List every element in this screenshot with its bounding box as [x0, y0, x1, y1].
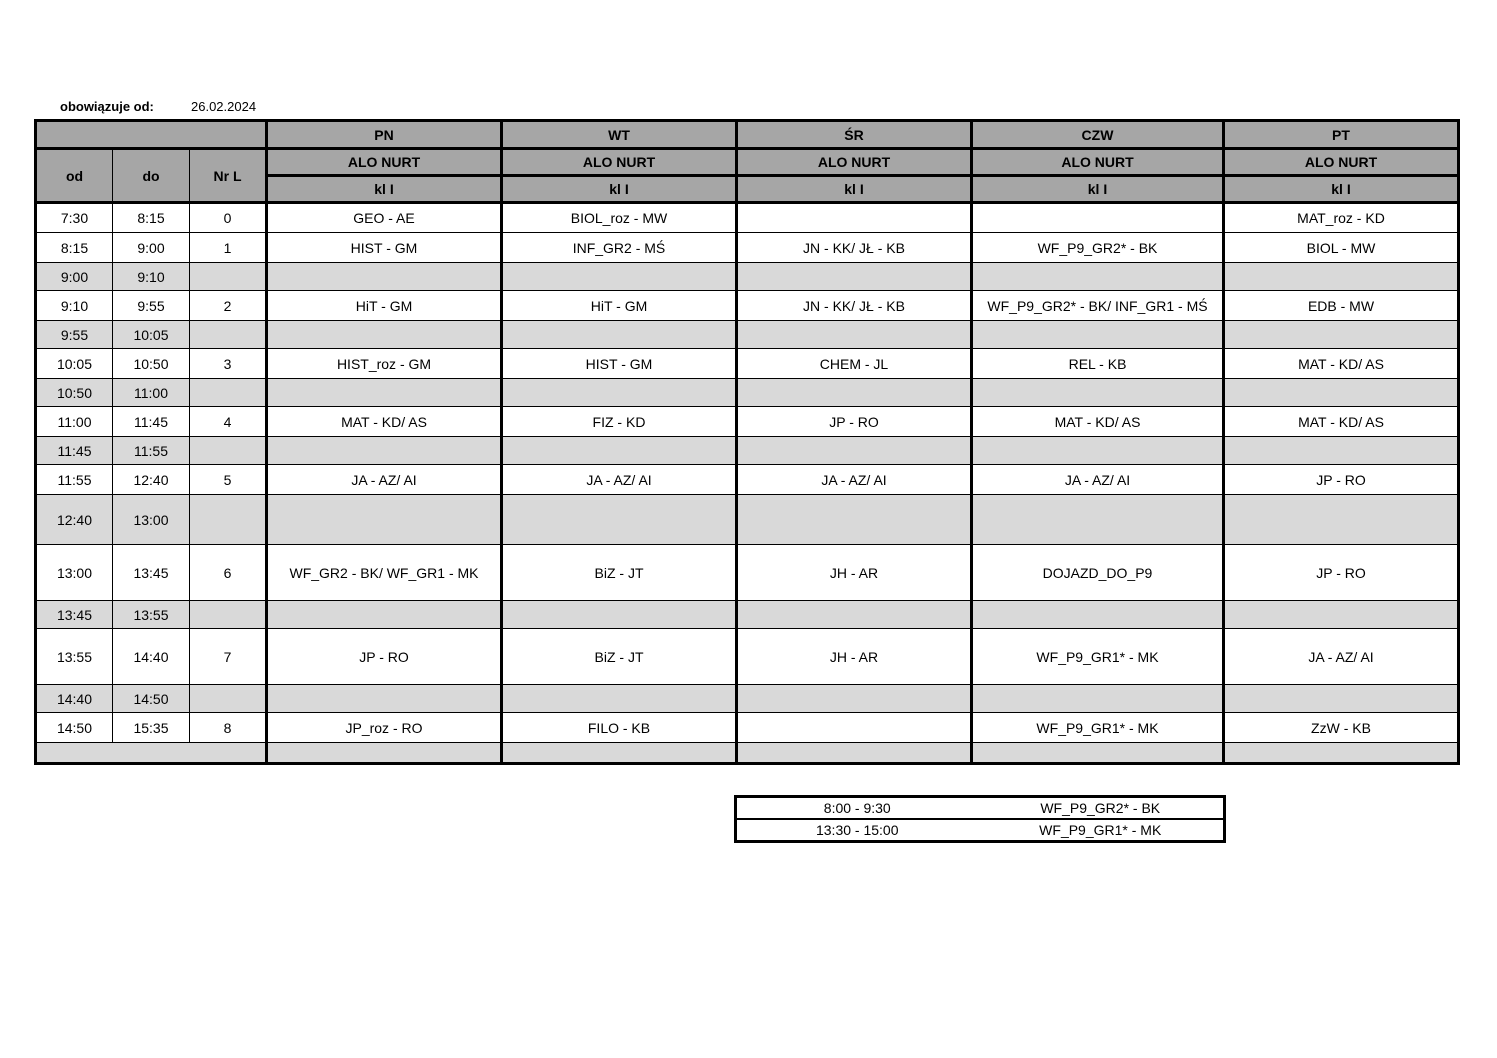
lesson-cell: BIOL_roz - MW: [502, 203, 737, 233]
lesson-cell: [972, 685, 1224, 713]
time-end: 9:00: [113, 233, 190, 263]
class-header: kl I: [972, 176, 1224, 203]
group-header: ALO NURT: [502, 149, 737, 176]
day-header: CZW: [972, 121, 1224, 149]
lesson-cell: [502, 601, 737, 629]
lesson-cell: FIZ - KD: [502, 407, 737, 437]
lesson-cell: JA - AZ/ AI: [737, 465, 972, 495]
class-header: kl I: [1224, 176, 1459, 203]
lesson-number: 5: [190, 465, 267, 495]
time-start: 13:55: [36, 629, 113, 685]
extra-row: [736, 797, 1225, 820]
footer-cell: [1224, 743, 1459, 764]
lesson-cell: [737, 263, 972, 291]
lesson-cell: [737, 379, 972, 407]
lesson-cell: JP - RO: [1224, 545, 1459, 601]
lesson-cell: MAT - KD/ AS: [972, 407, 1224, 437]
lesson-number: [190, 321, 267, 349]
time-end: 13:00: [113, 495, 190, 545]
lesson-cell: ZzW - KB: [1224, 713, 1459, 743]
lesson-cell: JP_roz - RO: [267, 713, 502, 743]
lesson-cell: MAT_roz - KD: [1224, 203, 1459, 233]
lesson-number: 6: [190, 545, 267, 601]
lesson-cell: CHEM - JL: [737, 349, 972, 379]
lesson-cell: GEO - AE: [267, 203, 502, 233]
time-end: 13:45: [113, 545, 190, 601]
extra-time: 8:00 - 9:30: [736, 797, 978, 820]
lesson-cell: BiZ - JT: [502, 545, 737, 601]
lesson-cell: WF_P9_GR1* - MK: [972, 713, 1224, 743]
lesson-cell: JA - AZ/ AI: [267, 465, 502, 495]
lesson-cell: [737, 437, 972, 465]
time-end: 14:50: [113, 685, 190, 713]
lesson-cell: JP - RO: [1224, 465, 1459, 495]
time-start: 10:05: [36, 349, 113, 379]
lesson-cell: [737, 685, 972, 713]
lesson-cell: [1224, 685, 1459, 713]
time-end: 14:40: [113, 629, 190, 685]
footer-row: [36, 743, 1459, 764]
lesson-number: 3: [190, 349, 267, 379]
lesson-cell: HIST - GM: [502, 349, 737, 379]
day-header: PT: [1224, 121, 1459, 149]
break-row: [36, 685, 1459, 713]
time-start: 10:50: [36, 379, 113, 407]
lesson-cell: [1224, 263, 1459, 291]
lesson-cell: HiT - GM: [267, 291, 502, 321]
lesson-cell: [737, 495, 972, 545]
day-header-row: [36, 121, 1459, 149]
lesson-cell: HIST_roz - GM: [267, 349, 502, 379]
lesson-cell: WF_P9_GR2* - BK: [972, 233, 1224, 263]
lesson-cell: [737, 713, 972, 743]
lesson-number: 4: [190, 407, 267, 437]
lesson-cell: [502, 379, 737, 407]
lesson-cell: BiZ - JT: [502, 629, 737, 685]
time-end: 9:55: [113, 291, 190, 321]
time-end: 11:55: [113, 437, 190, 465]
lesson-number: 1: [190, 233, 267, 263]
time-end: 11:00: [113, 379, 190, 407]
lesson-cell: [972, 203, 1224, 233]
lesson-cell: WF_GR2 - BK/ WF_GR1 - MK: [267, 545, 502, 601]
effective-date: [60, 99, 256, 114]
lesson-cell: JA - AZ/ AI: [1224, 629, 1459, 685]
time-start: 13:45: [36, 601, 113, 629]
lesson-cell: HiT - GM: [502, 291, 737, 321]
lesson-number: [190, 263, 267, 291]
lesson-cell: [1224, 495, 1459, 545]
class-header: kl I: [737, 176, 972, 203]
group-header: ALO NURT: [972, 149, 1224, 176]
lesson-number: [190, 437, 267, 465]
day-header: ŚR: [737, 121, 972, 149]
time-start: 9:10: [36, 291, 113, 321]
col-nr-header: Nr L: [190, 149, 267, 203]
lesson-cell: [972, 437, 1224, 465]
lesson-cell: [267, 685, 502, 713]
lesson-cell: [972, 601, 1224, 629]
lesson-cell: [267, 379, 502, 407]
effective-label: obowiązuje od:: [60, 99, 154, 114]
lesson-cell: HIST - GM: [267, 233, 502, 263]
lesson-cell: EDB - MW: [1224, 291, 1459, 321]
lesson-number: 0: [190, 203, 267, 233]
footer-cell: [267, 743, 502, 764]
lesson-cell: [1224, 321, 1459, 349]
lesson-cell: [737, 601, 972, 629]
day-header: PN: [267, 121, 502, 149]
time-end: 10:05: [113, 321, 190, 349]
time-end: 12:40: [113, 465, 190, 495]
extra-lesson: WF_P9_GR1* - MK: [978, 819, 1225, 842]
lesson-row: [36, 233, 1459, 263]
break-row: [36, 437, 1459, 465]
lesson-cell: INF_GR2 - MŚ: [502, 233, 737, 263]
lesson-cell: JN - KK/ JŁ - KB: [737, 233, 972, 263]
lesson-row: [36, 465, 1459, 495]
lesson-cell: JA - AZ/ AI: [972, 465, 1224, 495]
lesson-number: [190, 601, 267, 629]
time-start: 7:30: [36, 203, 113, 233]
time-start: 11:00: [36, 407, 113, 437]
lesson-row: [36, 629, 1459, 685]
time-end: 13:55: [113, 601, 190, 629]
lesson-cell: [502, 685, 737, 713]
lesson-cell: JA - AZ/ AI: [502, 465, 737, 495]
lesson-cell: [267, 495, 502, 545]
lesson-cell: [972, 379, 1224, 407]
lesson-cell: DOJAZD_DO_P9: [972, 545, 1224, 601]
class-header: kl I: [502, 176, 737, 203]
footer-cell: [972, 743, 1224, 764]
lesson-row: [36, 203, 1459, 233]
lesson-cell: [267, 601, 502, 629]
lesson-number: 7: [190, 629, 267, 685]
footer-cell: [502, 743, 737, 764]
lesson-cell: [1224, 601, 1459, 629]
day-header: WT: [502, 121, 737, 149]
schedule-table: [34, 119, 1460, 765]
group-header: ALO NURT: [267, 149, 502, 176]
lesson-cell: [972, 495, 1224, 545]
break-row: [36, 379, 1459, 407]
time-end: 15:35: [113, 713, 190, 743]
lesson-number: [190, 379, 267, 407]
lesson-cell: [502, 263, 737, 291]
extra-schedule-table: [734, 795, 1226, 843]
lesson-row: [36, 291, 1459, 321]
lesson-cell: [267, 321, 502, 349]
time-start: 11:45: [36, 437, 113, 465]
lesson-cell: WF_P9_GR1* - MK: [972, 629, 1224, 685]
time-start: 14:50: [36, 713, 113, 743]
lesson-cell: JP - RO: [737, 407, 972, 437]
lesson-row: [36, 407, 1459, 437]
lesson-cell: MAT - KD/ AS: [1224, 349, 1459, 379]
lesson-cell: [972, 321, 1224, 349]
break-row: [36, 263, 1459, 291]
effective-date-value: 26.02.2024: [191, 99, 257, 114]
lesson-number: [190, 685, 267, 713]
break-row: [36, 601, 1459, 629]
time-start: 8:15: [36, 233, 113, 263]
col-od-header: od: [36, 149, 113, 203]
time-end: 11:45: [113, 407, 190, 437]
lesson-cell: [502, 437, 737, 465]
lesson-cell: JP - RO: [267, 629, 502, 685]
time-start: 11:55: [36, 465, 113, 495]
lesson-cell: [737, 321, 972, 349]
extra-row: [736, 819, 1225, 842]
lesson-cell: FILO - KB: [502, 713, 737, 743]
time-end: 9:10: [113, 263, 190, 291]
lesson-cell: [737, 203, 972, 233]
corner-cell: [36, 121, 267, 149]
lesson-cell: MAT - KD/ AS: [267, 407, 502, 437]
time-start: 9:00: [36, 263, 113, 291]
time-start: 14:40: [36, 685, 113, 713]
lesson-cell: [972, 263, 1224, 291]
lesson-number: [190, 495, 267, 545]
lesson-number: 8: [190, 713, 267, 743]
lesson-cell: [1224, 437, 1459, 465]
lesson-cell: [267, 263, 502, 291]
class-header: kl I: [267, 176, 502, 203]
extra-time: 13:30 - 15:00: [736, 819, 978, 842]
lesson-number: 2: [190, 291, 267, 321]
lesson-cell: REL - KB: [972, 349, 1224, 379]
lesson-cell: [1224, 379, 1459, 407]
lesson-cell: WF_P9_GR2* - BK/ INF_GR1 - MŚ: [972, 291, 1224, 321]
lesson-cell: [267, 437, 502, 465]
lesson-row: [36, 713, 1459, 743]
time-start: 9:55: [36, 321, 113, 349]
lesson-row: [36, 545, 1459, 601]
time-end: 8:15: [113, 203, 190, 233]
time-start: 13:00: [36, 545, 113, 601]
footer-cell: [737, 743, 972, 764]
group-header: ALO NURT: [1224, 149, 1459, 176]
lesson-row: [36, 349, 1459, 379]
lesson-cell: MAT - KD/ AS: [1224, 407, 1459, 437]
footer-cell: [36, 743, 267, 764]
group-header: ALO NURT: [737, 149, 972, 176]
time-end: 10:50: [113, 349, 190, 379]
lesson-cell: BIOL - MW: [1224, 233, 1459, 263]
lesson-cell: [502, 321, 737, 349]
group-header-row: [36, 149, 1459, 176]
lesson-cell: JN - KK/ JŁ - KB: [737, 291, 972, 321]
extra-lesson: WF_P9_GR2* - BK: [978, 797, 1225, 820]
break-row: [36, 495, 1459, 545]
lesson-cell: JH - AR: [737, 545, 972, 601]
lesson-cell: JH - AR: [737, 629, 972, 685]
lesson-cell: [502, 495, 737, 545]
time-start: 12:40: [36, 495, 113, 545]
break-row: [36, 321, 1459, 349]
col-do-header: do: [113, 149, 190, 203]
